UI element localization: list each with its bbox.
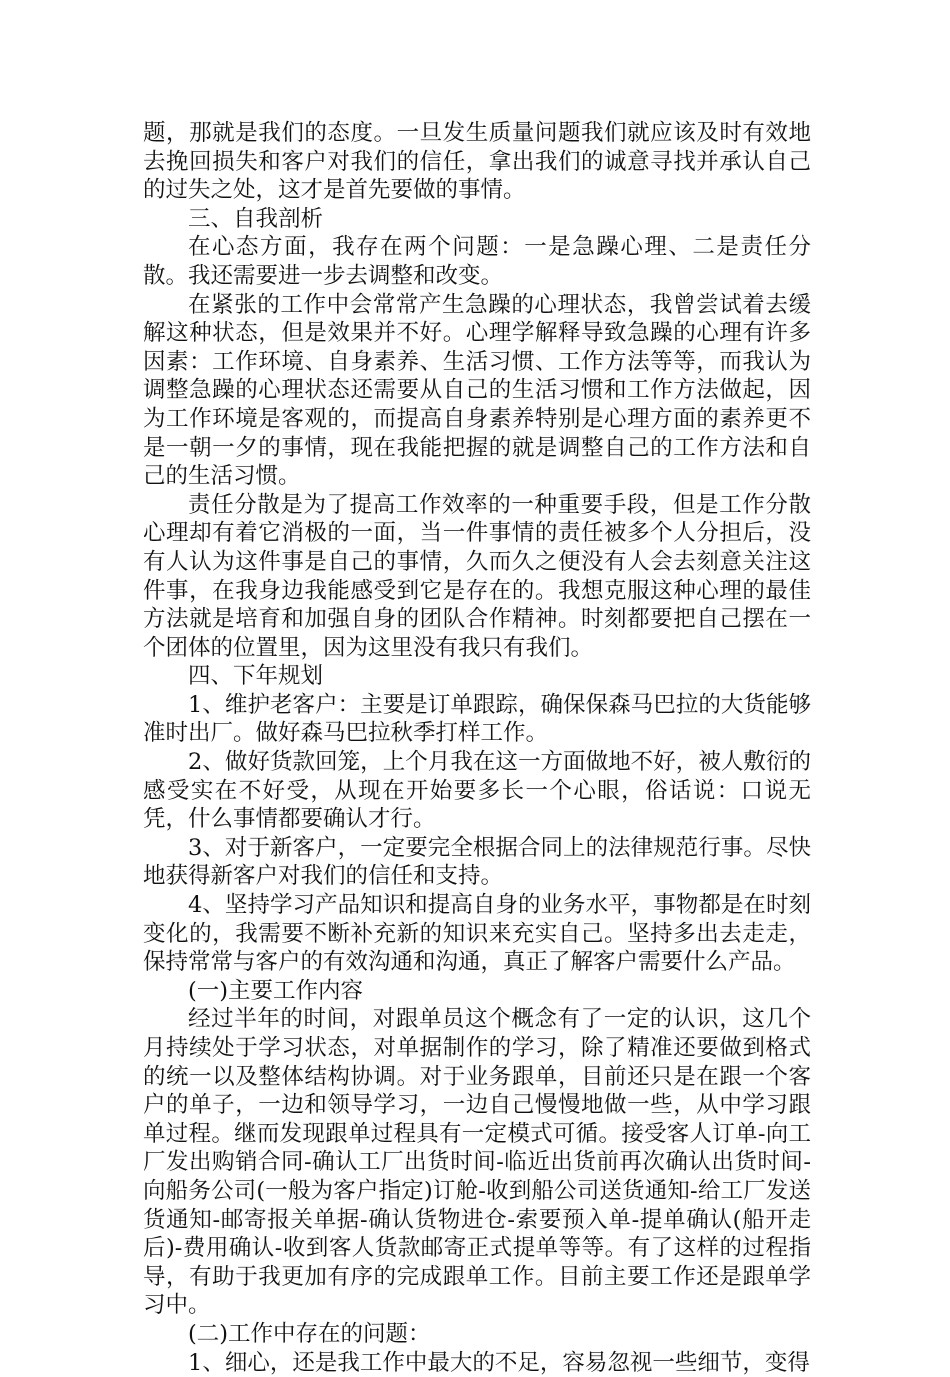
list-item: 3、对于新客户，一定要完全根据合同上的法律规范行事。尽快地获得新客户对我们的信任和支持。 — [143, 834, 811, 890]
list-item: 1、维护老客户：主要是订单跟踪，确保保森马巴拉的大货能够准时出厂。做好森马巴拉秋季打样工作。 — [143, 691, 811, 747]
section-heading-self-analysis: 三、自我剖析 — [188, 205, 324, 232]
list-item: 1、细心，还是我工作中最大的不足，容易忽视一些细节，变得 — [188, 1349, 810, 1376]
subheading-problems: (二)工作中存在的问题： — [188, 1320, 431, 1347]
section-heading-next-year-plan: 四、下年规划 — [188, 663, 324, 690]
subheading-main-work: (一)主要工作内容 — [188, 977, 364, 1004]
list-item: 4、坚持学习产品知识和提高自身的业务水平，事物都是在时刻变化的，我需要不断补充新的知识来充实自己。坚持多出去走走，保持常常与客户的有效沟通和沟通，真正了解客户需要什么产品。 — [143, 892, 811, 976]
paragraph-continuation: 题，那就是我们的态度。一旦发生质量问题我们就应该及时有效地去挽回损失和客户对我们的信任，拿出我们的诚意寻找并承认自己的过失之处，这才是首先要做的事情。 — [143, 120, 811, 204]
paragraph: 在心态方面，我存在两个问题：一是急躁心理、二是责任分散。我还需要进一步去调整和改变。 — [143, 234, 811, 289]
paragraph: 在紧张的工作中会常常产生急躁的心理状态，我曾尝试着去缓解这种状态，但是效果并不好。心理学解释导致急躁的心理有许多因素：工作环境、自身素养、生活习惯、工作方法等等，而我认为调整急躁的心理状态还需要从自己的生活习惯和工作方法做起，因为工作环境是客观的，而提高自身素养特别是心理方面的素养更不是一朝一夕的事情，现在我能把握的就是调整自己的工作方法和自己的生活习惯。 — [143, 291, 811, 490]
paragraph: 责任分散是为了提高工作效率的一种重要手段，但是工作分散心理却有着它消极的一面，当一件事情的责任被多个人分担后，没有人认为这件事是自己的事情，久而久之便没有人会去刻意关注这件事，在我身边我能感受到它是存在的。我想克服这种心理的最佳方法就是培育和加强自身的团队合作精神。时刻都要把自己摆在一个团体的位置里，因为这里没有我只有我们。 — [143, 491, 811, 661]
document-body — [143, 119, 811, 1377]
list-item: 2、做好货款回笼，上个月我在这一方面做地不好，被人敷衍的感受实在不好受，从现在开始要多长一个心眼，俗话说：口说无凭，什么事情都要确认才行。 — [143, 749, 811, 833]
paragraph: 经过半年的时间，对跟单员这个概念有了一定的认识，这几个月持续处于学习状态，对单据制作的学习，除了精准还要做到格式的统一以及整体结构协调。对于业务跟单，目前还只是在跟一个客户的单子，一边和领导学习，一边自己慢慢地做一些，从中学习跟单过程。继而发现跟单过程具有一定模式可循。接受客人订单-向工厂发出购销合同-确认工厂出货时间-临近出货前再次确认出货时间-向船务公司(一般为客户指定)订舱-收到船公司送货通知-给工厂发送货通知-邮寄报关单据-确认货物进仓-索要预入单-提单确认(船开走后)-费用确认-收到客人货款邮寄正式提单等等。有了这样的过程指导，有助于我更加有序的完成跟单工作。目前主要工作还是跟单学习中。 — [143, 1006, 811, 1319]
